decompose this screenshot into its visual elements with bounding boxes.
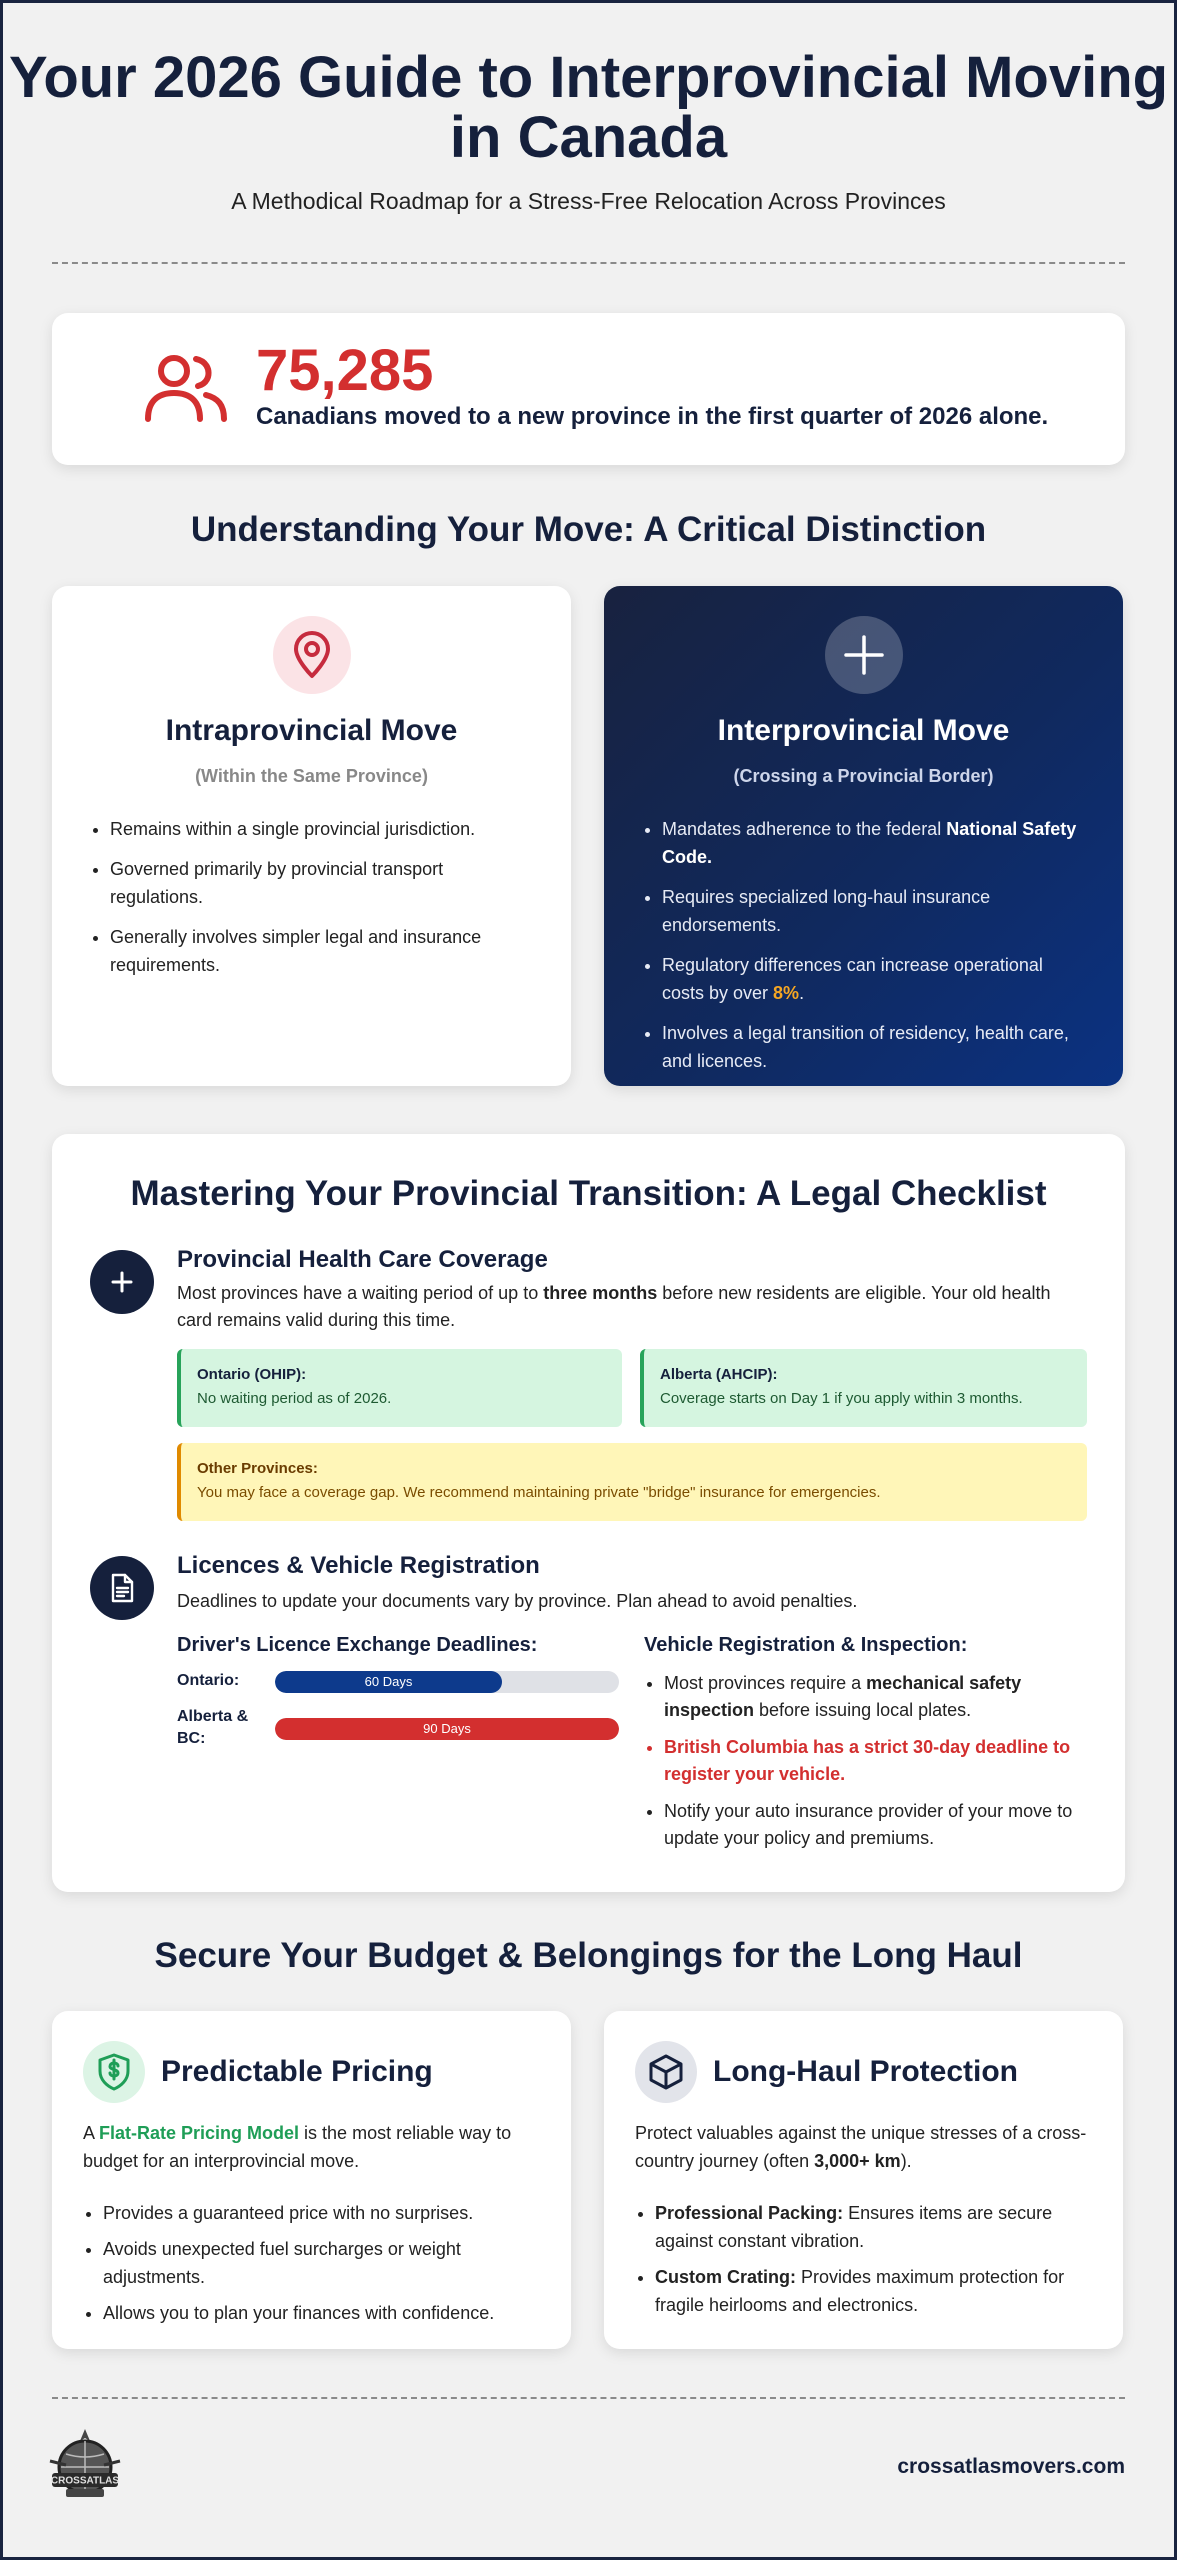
- alberta-bc-bar-track: [275, 1718, 619, 1740]
- health-text: [177, 1280, 1087, 1334]
- pricing-card: [52, 2011, 571, 2349]
- page-subtitle: A Methodical Roadmap for a Stress-Free Relocation Across Provinces: [231, 188, 946, 214]
- list-item-text: .: [799, 983, 805, 1003]
- users-icon: [144, 353, 228, 430]
- health-text-part: before new residents are eligible. Your old health card remains valid during this time.: [177, 1283, 1051, 1330]
- location-pin-icon: [273, 616, 351, 694]
- interprovincial-card: [604, 586, 1123, 1086]
- distinction-title: Understanding Your Move: A Critical Distinction: [190, 510, 987, 549]
- interprovincial-title: Interprovincial Move: [717, 714, 1010, 747]
- crossroads-icon: [825, 616, 903, 694]
- intraprovincial-list: [90, 815, 533, 979]
- vehicle-list: [644, 1670, 1089, 1862]
- flat-rate-highlight: Flat-Rate Pricing Model: [99, 2123, 300, 2143]
- checklist-title: Mastering Your Provincial Transition: A Legal Checklist: [130, 1174, 1047, 1213]
- stat-text: Canadians moved to a new province in the first quarter of 2026 alone.: [256, 403, 1049, 430]
- list-item: • Governed primarily by provincial transport regulations.: [110, 855, 533, 911]
- list-item: • Generally involves simpler legal and insurance requirements.: [110, 923, 533, 979]
- pricing-header: [83, 2041, 433, 2103]
- page-header: [0, 45, 1177, 215]
- health-title: Provincial Health Care Coverage: [177, 1246, 548, 1273]
- list-item: [655, 2199, 1095, 2255]
- other-note-text: You may face a coverage gap. We recommend maintaining private "bridge" insurance for emergencies.: [197, 1484, 881, 1501]
- ontario-note-title: Ontario (OHIP):: [197, 1366, 307, 1383]
- list-item-text: before issuing local plates.: [754, 1700, 972, 1720]
- list-item-text: Provides maximum protection for fragile heirlooms and electronics.: [655, 2267, 1065, 2315]
- health-text-part: Most provinces have a waiting period of up to: [177, 1283, 544, 1303]
- list-item-text: Mandates adherence to the federal: [662, 819, 947, 839]
- ontario-note: [177, 1349, 622, 1427]
- list-item: • Remains within a single provincial jurisdiction.: [110, 815, 533, 843]
- alberta-bc-bar-fill: 90 Days: [275, 1718, 619, 1740]
- protection-title: Long-Haul Protection: [713, 2055, 1018, 2088]
- footer-url[interactable]: crossatlasmovers.com: [897, 2455, 1125, 2478]
- logo-text: CROSSATLAS: [50, 2475, 120, 2487]
- box-icon: [635, 2041, 697, 2103]
- alberta-note: [640, 1349, 1087, 1427]
- licences-title: Licences & Vehicle Registration: [177, 1552, 540, 1579]
- list-item-warning: • British Columbia has a strict 30-day deadline to register your vehicle.: [664, 1734, 1089, 1788]
- alberta-note-text: Coverage starts on Day 1 if you apply within 3 months.: [660, 1390, 1023, 1407]
- alberta-note-title: Alberta (AHCIP):: [660, 1366, 778, 1383]
- protection-card: [604, 2011, 1123, 2349]
- protection-list: [635, 2199, 1095, 2327]
- pricing-title: Predictable Pricing: [161, 2055, 433, 2088]
- list-item: • Requires specialized long-haul insurance endorsements.: [662, 883, 1085, 939]
- other-provinces-note: [177, 1443, 1087, 1521]
- divider: [52, 262, 1125, 264]
- protection-text-bold: 3,000+ km: [814, 2151, 901, 2171]
- list-item: [655, 2263, 1095, 2319]
- stat-number: 75,285: [256, 338, 434, 403]
- divider: [52, 2397, 1125, 2399]
- budget-title: Secure Your Budget & Belongings for the Long Haul: [154, 1936, 1023, 1975]
- list-item-text: Regulatory differences can increase operational costs by over: [662, 955, 1043, 1003]
- pricing-list: [83, 2199, 543, 2335]
- percent-highlight: 8%: [773, 983, 800, 1003]
- intraprovincial-card: [52, 586, 571, 1086]
- shield-dollar-icon: [83, 2041, 145, 2103]
- list-item: [664, 1670, 1089, 1724]
- ontario-note-text: No waiting period as of 2026.: [197, 1390, 392, 1407]
- protection-header: [635, 2041, 1018, 2103]
- pricing-text-part: A: [83, 2123, 100, 2143]
- bar-label-alberta-bc: Alberta & BC:: [177, 1708, 249, 1747]
- other-note-title: Other Provinces:: [197, 1460, 318, 1477]
- vehicle-title: Vehicle Registration & Inspection:: [644, 1634, 968, 1656]
- list-item: • Allows you to plan your finances with confidence.: [103, 2299, 543, 2327]
- licences-text: Deadlines to update your documents vary by province. Plan ahead to avoid penalties.: [177, 1591, 858, 1611]
- list-item: [662, 815, 1085, 871]
- document-icon: [90, 1556, 154, 1620]
- list-item: • Notify your auto insurance provider of your move to update your policy and premiums.: [664, 1798, 1089, 1852]
- ontario-bar-fill: 60 Days: [275, 1671, 502, 1693]
- list-item-bold: Professional Packing:: [655, 2203, 844, 2223]
- plus-icon: [90, 1250, 154, 1314]
- list-item-text: Most provinces require a: [664, 1673, 867, 1693]
- ontario-bar-track: [275, 1671, 619, 1693]
- deadlines-title: Driver's Licence Exchange Deadlines:: [177, 1634, 538, 1656]
- bar-label-ontario: Ontario:: [177, 1672, 240, 1689]
- health-text-bold: three months: [543, 1283, 658, 1303]
- protection-text: [635, 2119, 1095, 2175]
- list-item: • Involves a legal transition of residency, health care, and licences.: [662, 1019, 1085, 1075]
- list-item-text: Ensures items are secure against constant vibration.: [655, 2203, 1053, 2251]
- page-title: Your 2026 Guide to Interprovincial Moving in Canada: [8, 45, 1169, 170]
- checklist-card: [52, 1134, 1125, 1892]
- interprovincial-list: [642, 815, 1085, 1075]
- intraprovincial-title: Intraprovincial Move: [165, 714, 458, 747]
- company-logo[interactable]: [48, 2427, 122, 2514]
- pricing-text: [83, 2119, 543, 2175]
- list-item: • Provides a guaranteed price with no surprises.: [103, 2199, 543, 2227]
- list-item-bold: mechanical safety inspection: [664, 1673, 1022, 1720]
- list-item: [662, 951, 1085, 1007]
- protection-text-part: ).: [900, 2151, 912, 2171]
- stat-card: [52, 313, 1125, 465]
- list-item-bold: National Safety Code.: [662, 819, 1077, 867]
- protection-text-part: Protect valuables against the unique stresses of a cross-country journey (often: [635, 2123, 1087, 2171]
- intraprovincial-subtitle: (Within the Same Province): [195, 766, 428, 786]
- list-item: • Avoids unexpected fuel surcharges or weight adjustments.: [103, 2235, 543, 2291]
- interprovincial-subtitle: (Crossing a Provincial Border): [733, 766, 994, 786]
- list-item-bold: Custom Crating:: [655, 2267, 796, 2287]
- pricing-text-part: is the most reliable way to budget for an interprovincial move.: [83, 2123, 512, 2171]
